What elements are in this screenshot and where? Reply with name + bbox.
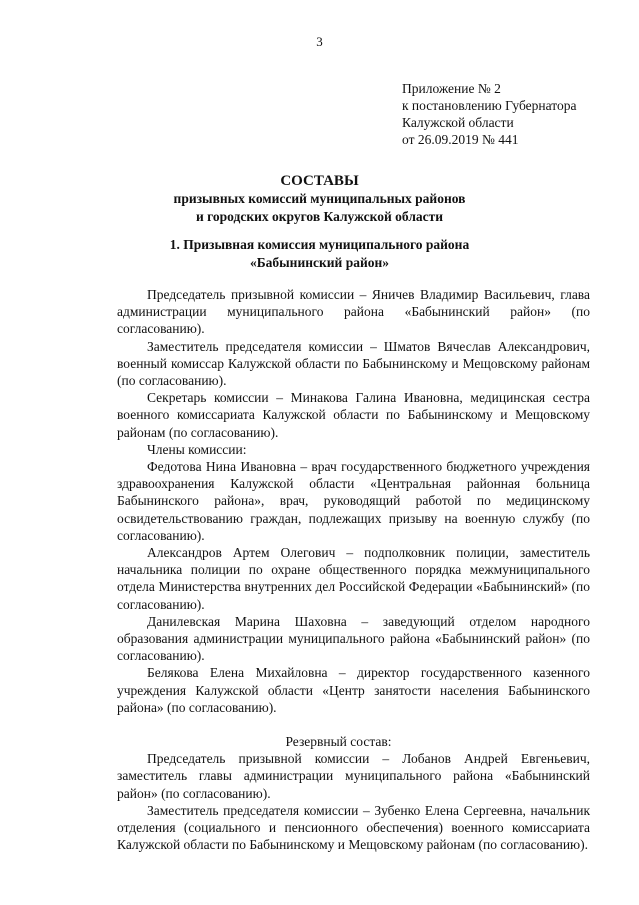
section-heading-line: 1. Призывная комиссия муниципального района	[169, 237, 470, 252]
paragraph-member: Федотова Нина Ивановна – врач государственного бюджетного учреждения здравоохранения Калужской области «Центральная районная больница Бабынинского района», врач, руководящий работой по медицинскому освидетельствованию граждан, подлежащих призыву на военную службу (по согласованию).	[117, 459, 590, 543]
page-number: 3	[316, 34, 323, 49]
document-subtitle	[0, 190, 639, 226]
appendix-line: к постановлению Губернатора	[402, 98, 577, 113]
appendix-line: Калужской области	[402, 115, 514, 130]
paragraph-reserve-deputy: Заместитель председателя комиссии – Зубенко Елена Сергеевна, начальник отделения (социального и пенсионного обеспечения) военного комиссариата Калужской области по Бабынинскому и Мещовскому районам (по согласованию).	[117, 802, 590, 853]
section-heading	[0, 236, 639, 272]
subtitle-line: и городских округов Калужской области	[195, 209, 444, 224]
section-heading-line: «Бабынинский район»	[249, 255, 390, 270]
paragraph-reserve-chairman: Председатель призывной комиссии – Лобанов Андрей Евгеньевич, заместитель главы администрации муниципального района «Бабынинский район» (по согласованию).	[117, 751, 590, 801]
paragraph-deputy: Заместитель председателя комиссии – Шматов Вячеслав Александрович, военный комиссар Калужской области по Бабынинскому и Мещовскому районам (по согласованию).	[117, 338, 590, 389]
paragraph-member: Александров Артем Олегович – подполковник полиции, заместитель начальника полиции по охране общественного порядка межмуниципального отдела Министерства внутренних дел Российской Федерации «Бабынинский» (по согласованию).	[117, 545, 590, 612]
document-body	[117, 286, 590, 854]
appendix-line: Приложение № 2	[402, 81, 501, 96]
appendix-block	[402, 80, 576, 148]
appendix-date-line: от 26.09.2019 № 441	[402, 132, 519, 147]
subtitle-line: призывных комиссий муниципальных районов	[173, 191, 466, 206]
paragraph-chairman: Председатель призывной комиссии – Яничев Владимир Васильевич, глава администрации муниципального района «Бабынинский район» (по согласованию).	[117, 287, 590, 337]
paragraph-members-heading: Члены комиссии:	[147, 441, 247, 457]
paragraph-member: Белякова Елена Михайловна – директор государственного казенного учреждения Калужской области «Центр занятости населения Бабынинского района» (по согласованию).	[117, 665, 590, 715]
paragraph-member: Данилевская Марина Шаховна – заведующий отделом народного образования администрации муниципального района «Бабынинский район» (по согласованию).	[117, 613, 590, 664]
reserve-heading: Резервный состав:	[285, 734, 392, 750]
paragraph-secretary: Секретарь комиссии – Минакова Галина Ивановна, медицинская сестра военного комиссариата Калужской области по Бабынинскому и Мещовскому районам (по согласованию).	[117, 390, 590, 440]
document-title: СОСТАВЫ	[280, 173, 359, 189]
